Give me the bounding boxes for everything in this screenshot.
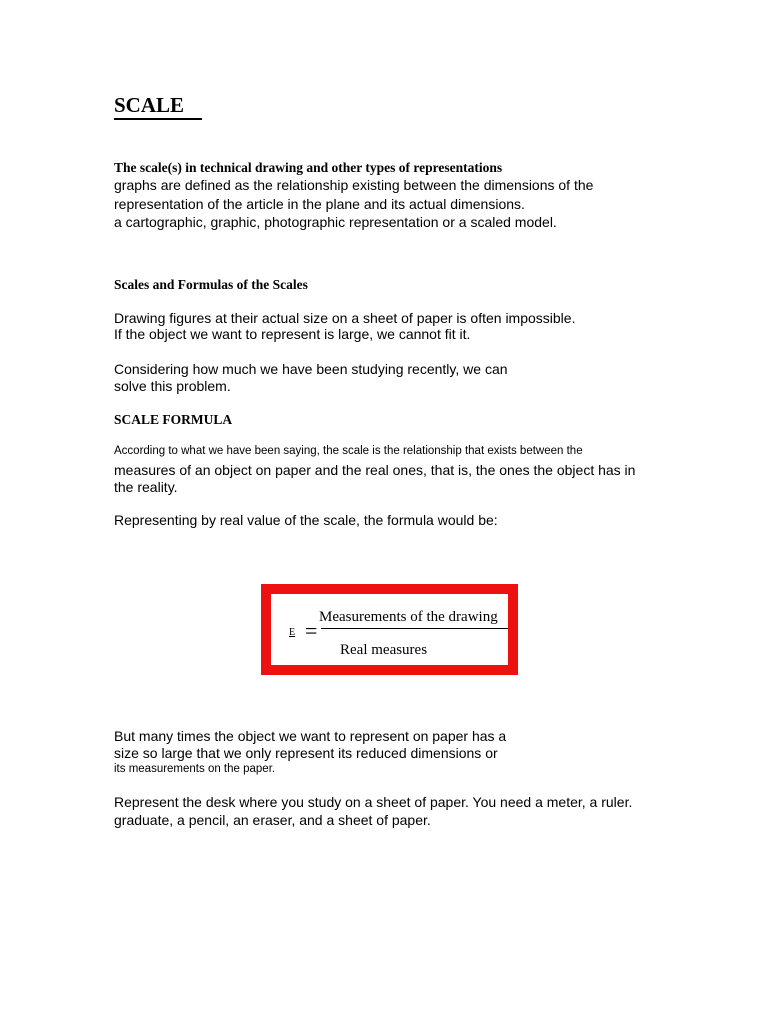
intro-line-3: a cartographic, graphic, photographic representation or a scaled model. bbox=[114, 214, 557, 230]
closing-para1-small: its measurements on the paper. bbox=[114, 763, 276, 775]
closing-para1-line-2: size so large that we only represent its reduced dimensions or bbox=[114, 745, 498, 761]
closing-para1-line-1: But many times the object we want to represent on paper has a bbox=[114, 728, 507, 744]
closing-para2-line-2: graduate, a pencil, an eraser, and a sheet of paper. bbox=[114, 812, 431, 828]
section1-heading: Scales and Formulas of the Scales bbox=[114, 277, 308, 292]
closing-para2-line-1: Represent the desk where you study on a sheet of paper. You need a meter, a ruler. bbox=[114, 794, 633, 810]
section2-para1-line-1: measures of an object on paper and the real ones, that is, the ones the object has in bbox=[114, 462, 636, 478]
section1-para2-line-1: Considering how much we have been studying recently, we can bbox=[114, 361, 508, 377]
formula-letter: E bbox=[289, 627, 296, 638]
section1-para1-line-1: Drawing figures at their actual size on a sheet of paper is often impossible. bbox=[114, 310, 576, 326]
formula-numerator: Measurements of the drawing bbox=[319, 609, 498, 625]
formula-equals: = bbox=[305, 618, 318, 643]
section2-para2: Representing by real value of the scale, the formula would be: bbox=[114, 512, 498, 528]
section2-heading: SCALE FORMULA bbox=[114, 412, 233, 427]
intro-line-1: graphs are defined as the relationship existing between the dimensions of the bbox=[114, 177, 594, 193]
page-title: SCALE bbox=[114, 92, 202, 120]
formula-denominator: Real measures bbox=[340, 642, 428, 658]
intro-heading: The scale(s) in technical drawing and other types of representations bbox=[114, 160, 503, 175]
fraction-bar bbox=[321, 628, 508, 629]
section2-para1-small: According to what we have been saying, the scale is the relationship that exists between the bbox=[114, 445, 583, 457]
intro-line-2: representation of the article in the plane and its actual dimensions. bbox=[114, 196, 525, 212]
formula-box bbox=[261, 584, 518, 675]
formula-panel bbox=[271, 594, 508, 665]
section2-para1-line-2: the reality. bbox=[114, 479, 178, 495]
section1-para2-line-2: solve this problem. bbox=[114, 378, 231, 394]
section1-para1-line-2: If the object we want to represent is large, we cannot fit it. bbox=[114, 326, 471, 342]
